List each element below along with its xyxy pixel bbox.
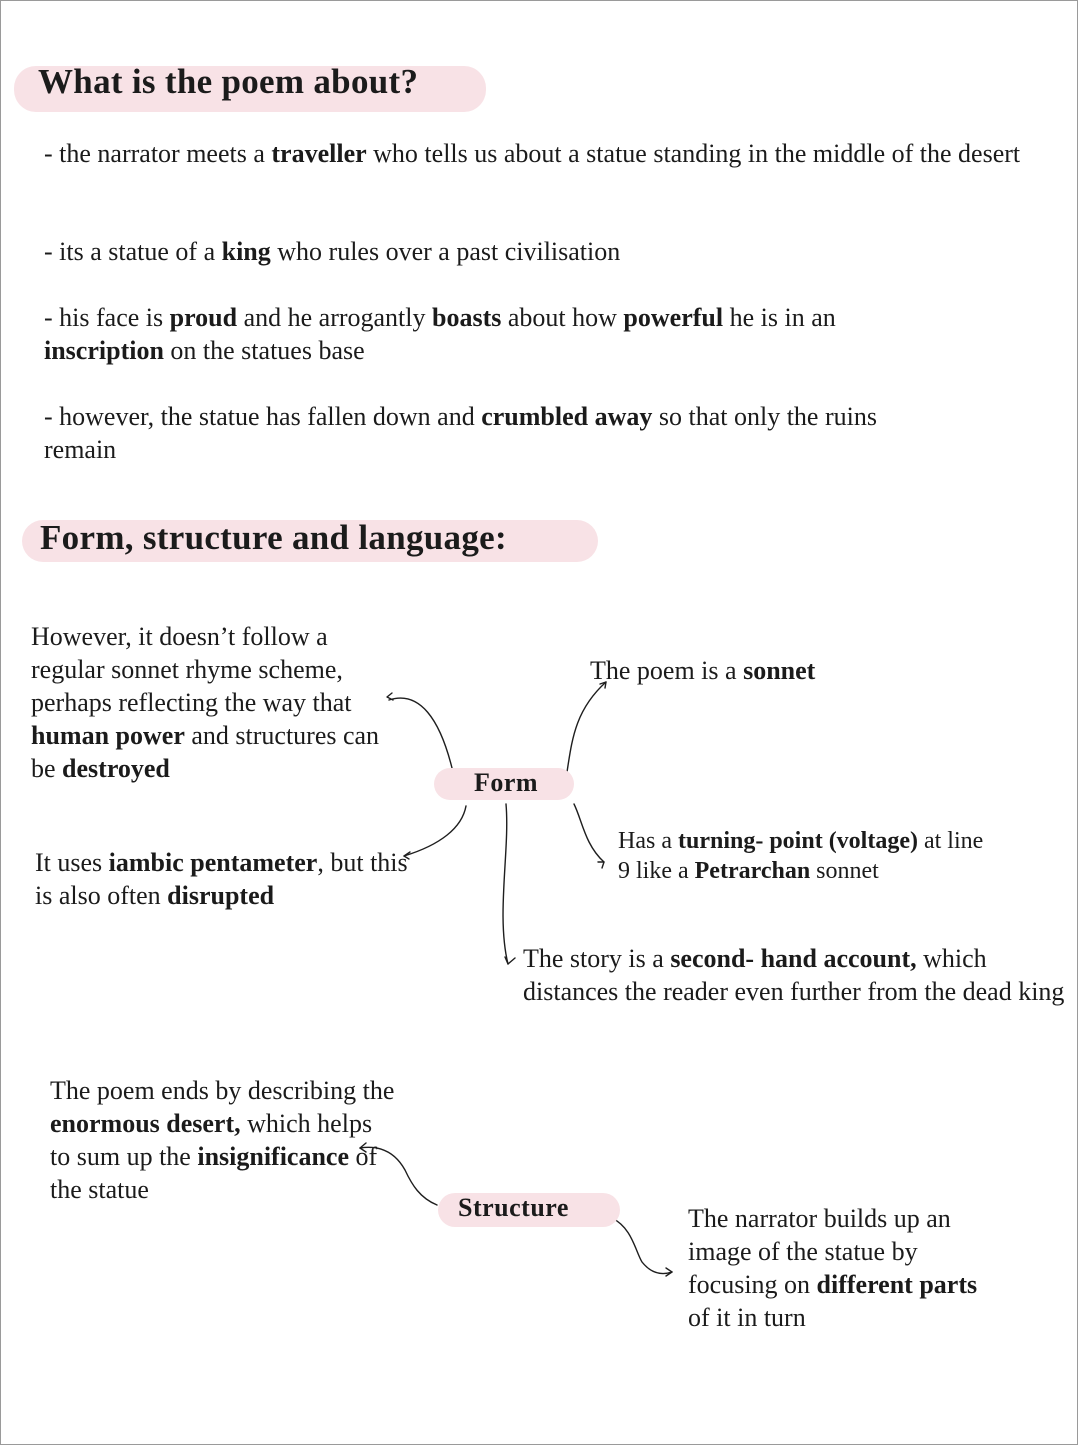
text-run: who rules over a past civilisation bbox=[270, 237, 621, 266]
text-run: and he arrogantly bbox=[237, 303, 433, 332]
structure-node-label: Structure bbox=[458, 1193, 569, 1222]
bold-keyword: inscription bbox=[44, 336, 164, 365]
note-narrator-builds bbox=[688, 1202, 988, 1334]
note-rhyme-scheme bbox=[31, 620, 401, 785]
text-run: sonnet bbox=[810, 858, 879, 884]
connector-line bbox=[404, 806, 466, 856]
text-run: The story is a bbox=[523, 944, 671, 973]
text-run: It uses bbox=[35, 848, 109, 877]
text-run: of it in turn bbox=[688, 1303, 806, 1332]
text-run: which helps to sum up the bbox=[50, 1109, 373, 1171]
text-run: and structures can be bbox=[31, 721, 380, 783]
connector-line bbox=[574, 804, 604, 862]
connector-line bbox=[612, 1218, 672, 1274]
text-run: at line 9 like a bbox=[618, 828, 984, 884]
bold-keyword: destroyed bbox=[62, 754, 170, 783]
bold-keyword: Petrarchan bbox=[694, 858, 811, 884]
bold-keyword: powerful bbox=[623, 303, 724, 332]
bold-keyword: second- hand account, bbox=[670, 944, 917, 973]
text-run: - his face is bbox=[44, 303, 170, 332]
arrow-head bbox=[598, 862, 604, 868]
text-run: Has a bbox=[618, 828, 678, 854]
note-volta bbox=[618, 826, 988, 886]
section-title-poem-about: What is the poem about? bbox=[38, 62, 419, 101]
text-run: about how bbox=[501, 303, 624, 332]
bold-keyword: different parts bbox=[816, 1270, 978, 1299]
text-run: so that only the ruins remain bbox=[44, 402, 877, 464]
text-run: - the narrator meets a bbox=[44, 139, 272, 168]
arrow-head bbox=[666, 1268, 672, 1276]
text-run: The poem is a bbox=[590, 656, 744, 685]
note-iambic-pentameter bbox=[35, 846, 410, 912]
bold-keyword: enormous desert, bbox=[50, 1109, 241, 1138]
bold-keyword: turning- point (voltage) bbox=[677, 828, 918, 854]
text-run: , but this is also often bbox=[35, 848, 408, 910]
bold-keyword: iambic pentameter bbox=[108, 848, 318, 877]
bold-keyword: disrupted bbox=[167, 881, 275, 910]
bold-keyword: king bbox=[221, 237, 271, 266]
text-run: he is in an bbox=[723, 303, 836, 332]
section-title-form-structure: Form, structure and language: bbox=[40, 518, 507, 557]
bold-keyword: boasts bbox=[432, 303, 502, 332]
note-second-hand-account bbox=[523, 942, 1068, 1008]
bold-keyword: proud bbox=[169, 303, 238, 332]
text-run: - its a statue of a bbox=[44, 237, 222, 266]
bold-keyword: crumbled away bbox=[481, 402, 653, 431]
bold-keyword: traveller bbox=[271, 139, 367, 168]
form-node-label: Form bbox=[474, 768, 539, 797]
text-run: on the statues base bbox=[163, 336, 365, 365]
connector-line bbox=[567, 682, 606, 772]
connector-line bbox=[503, 804, 508, 964]
text-run: who tells us about a statue standing in the middle of the desert bbox=[366, 139, 1021, 168]
bold-keyword: human power bbox=[31, 721, 185, 750]
note-sonnet bbox=[590, 654, 890, 687]
bold-keyword: sonnet bbox=[743, 656, 816, 685]
text-run: The poem ends by describing the bbox=[50, 1076, 395, 1105]
note-enormous-desert bbox=[50, 1074, 395, 1206]
text-run: - however, the statue has fallen down and bbox=[44, 402, 482, 431]
text-run: which distances the reader even further from the dead king bbox=[523, 944, 1065, 1006]
bold-keyword: insignificance bbox=[197, 1142, 350, 1171]
text-run: of the statue bbox=[50, 1142, 378, 1204]
text-run: However, it doesn’t follow a regular sonnet rhyme scheme, perhaps reflecting the way that bbox=[31, 622, 352, 717]
text-run: The narrator builds up an image of the statue by focusing on bbox=[688, 1204, 951, 1299]
